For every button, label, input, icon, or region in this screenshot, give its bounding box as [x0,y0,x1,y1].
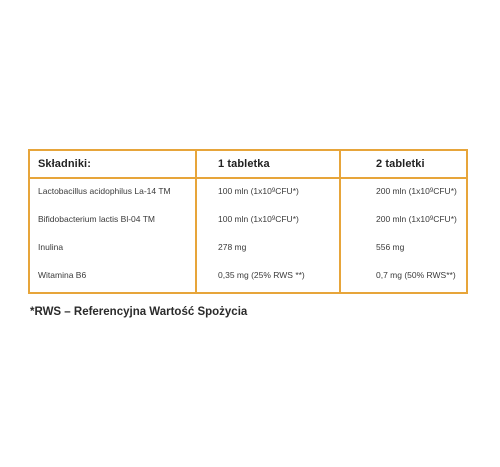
two-tablets-value: 200 mln (1x10 9 CFU*) [376,186,457,196]
header-ingredients: Składniki: [38,158,91,170]
two-tablets-value: 556 mg [376,242,405,252]
one-tablet-value: 278 mg [218,242,247,252]
two-tablets-value: 0,7 mg (50% RWS**) [376,270,456,280]
table-row [30,263,466,287]
two-tablets-value: 200 mln (1x10 9 CFU*) [376,214,457,224]
one-tablet-value: 0,35 mg (25% RWS **) [218,270,305,280]
table-header-row [30,151,466,179]
one-tablet-value: 100 mln (1x10 9 CFU*) [218,214,299,224]
one-tablet-value: 100 mln (1x10 9 CFU*) [218,186,299,196]
table-row [30,179,466,203]
rws-footnote: *RWS – Referencyjna Wartość Spożycia [30,306,248,318]
ingredient-name: Witamina B6 [38,270,87,280]
table-row [30,235,466,259]
header-two-tablets: 2 tabletki [376,158,425,170]
ingredient-name: Lactobacillus acidophilus La-14 TM [38,186,171,196]
ingredient-name: Bifidobacterium lactis Bl-04 TM [38,214,155,224]
nutrition-table [28,149,468,294]
table-row [30,207,466,231]
ingredient-name: Inulina [38,242,64,252]
header-one-tablet: 1 tabletka [218,158,270,170]
